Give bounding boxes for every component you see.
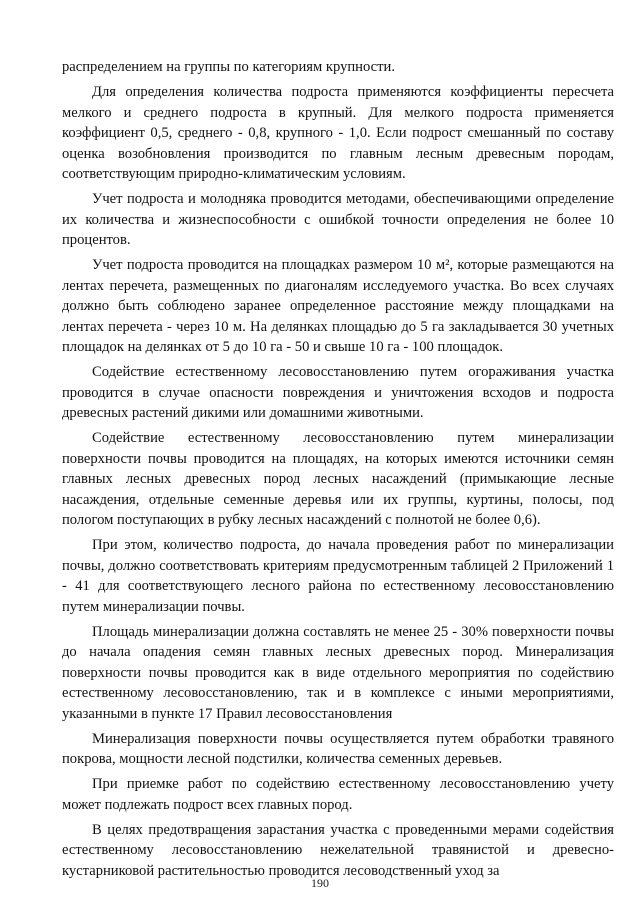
paragraph: Площадь минерализации должна составлять не менее 25 - 30% поверхности почвы до начала опадения семян главных лесных древесных пород. Минерализация поверхности почвы проводится как в виде отдельного мероприятия по содействию естественному лесовосстановлению, так и в комплексе с иными мероприятиями, указанными в пункте 17 Правил лесовосстановления <box>62 623 614 722</box>
paragraph: Для определения количества подроста применяются коэффициенты пересчета мелкого и среднего подроста в крупный. Для мелкого подроста применяется коэффициент 0,5, среднего - 0,8, крупного - 1,0. Если подрост смешанный по составу оценка возобновления производится по главным лесным древесным породам, соответствующим природно-климатическим условиям. <box>62 84 614 182</box>
paragraph: Учет подроста и молодняка проводится методами, обеспечивающими определение их количества и жизнеспособности с ошибкой точности определения не более 10 процентов. <box>62 191 614 248</box>
paragraph: Содействие естественному лесовосстановлению путем огораживания участка проводится в случае опасности повреждения и уничтожения всходов и подроста древесных растений дикими или домашними животными. <box>62 364 614 421</box>
paragraph: При приемке работ по содействию естественному лесовосстановлению учету может подлежать подрост всех главных пород. <box>62 776 614 813</box>
page-number: 190 <box>311 876 329 890</box>
paragraph: Учет подроста проводится на площадках размером 10 м², которые размещаются на лентах перечета, размещенных по диагоналям исследуемого участка. Во всех случаях должно быть соблюдено заранее определенное расстояние между площадками на лентах перечета - через 10 м. На делянках площадью до 5 га закладывается 30 учетных площадок на делянках от 5 до 10 га - 50 и свыше 10 га - 100 площадок. <box>62 257 614 355</box>
paragraph: В целях предотвращения зарастания участка с проведенными мерами содействия естественному лесовосстановлению нежелательной травянистой и древесно-кустарниковой растительностью проводится лесоводственный уход за <box>62 821 614 879</box>
paragraph: распределением на группы по категориям крупности. <box>62 59 395 75</box>
document-page <box>62 57 614 886</box>
paragraph: Содействие естественному лесовосстановлению путем минерализации поверхности почвы проводится на площадях, на которых имеются источники семян главных лесных древесных пород лесных насаждений (примыкающие лесные насаждения, отдельные семенные деревья или их группы, куртины, полосы, под пологом поступающих в рубку лесных насаждений с полнотой не более 0,6). <box>62 430 614 528</box>
paragraph: Минерализация поверхности почвы осуществляется путем обработки травяного покрова, мощности лесной подстилки, количества семенных деревьев. <box>62 730 614 767</box>
paragraph: При этом, количество подроста, до начала проведения работ по минерализации почвы, должно соответствовать критериям предусмотренным таблицей 2 Приложений 1 - 41 для соответствующего лесного района по естественному лесовосстановлению путем минерализации почвы. <box>62 537 614 615</box>
